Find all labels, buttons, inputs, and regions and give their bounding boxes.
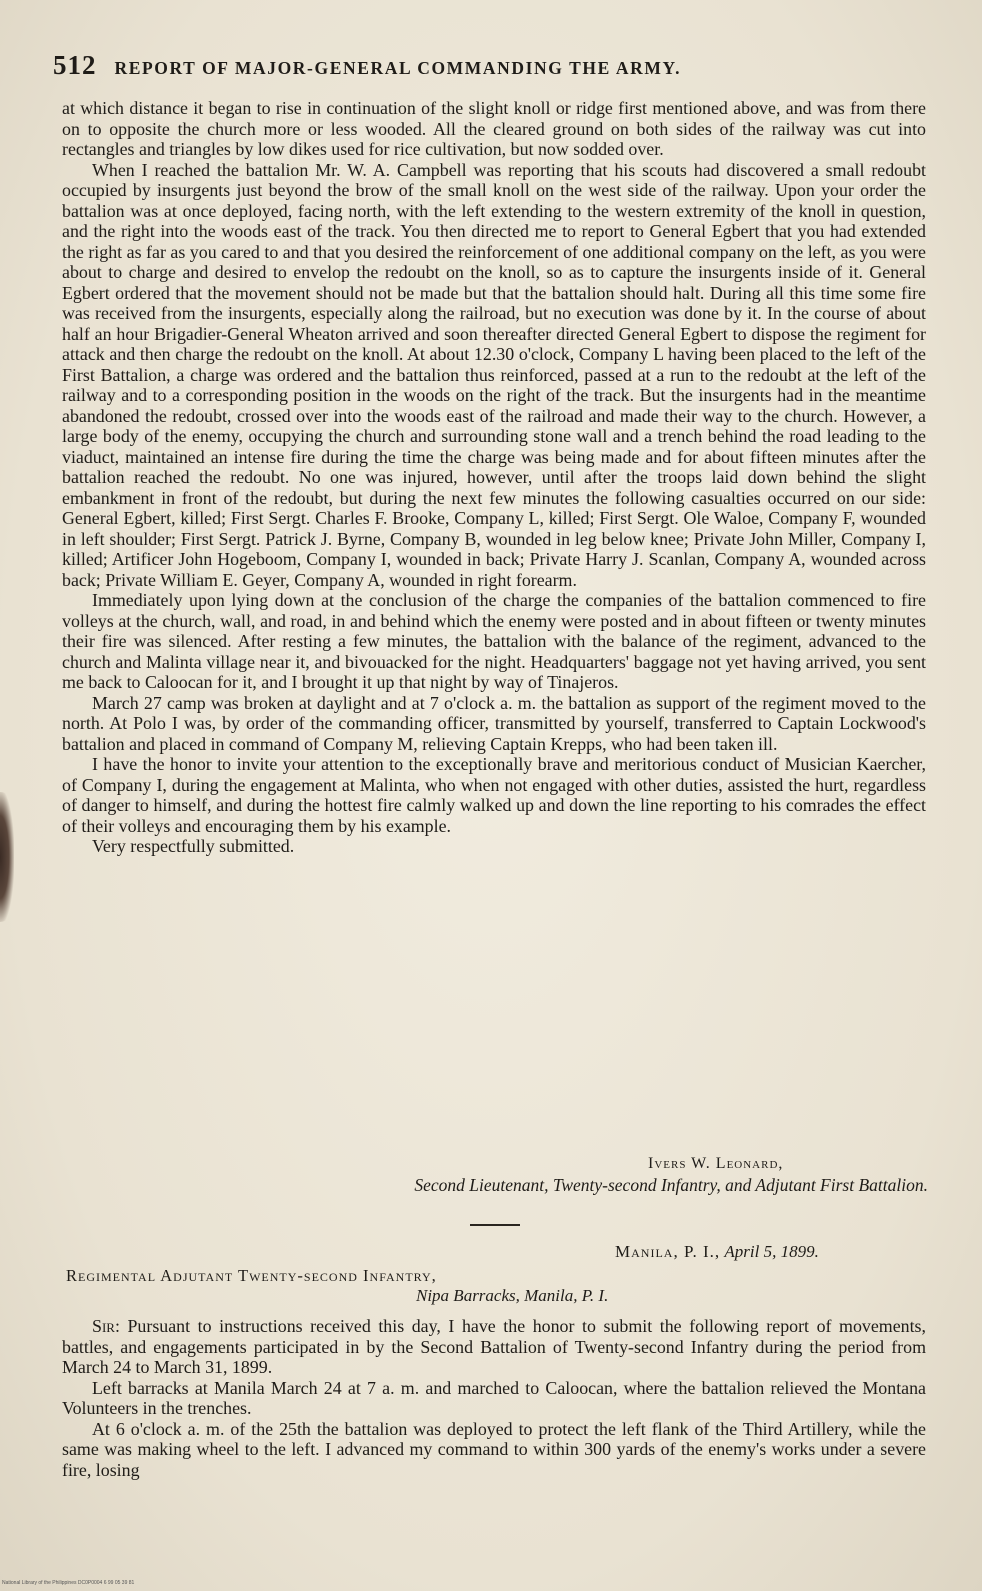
dateline [615,1242,819,1262]
paragraph: at which distance it began to rise in continuation of the slight knoll or ridge first mentioned above, and was from there on to opposite the church more or less wooded. All the cleared ground on both sides of the railway was cut into rectangles and triangles by low dikes used for rice cultivation, but now sodded over. [62,98,926,159]
section-divider [470,1224,520,1226]
paragraph-text: Pursuant to instructions received this day, I have the honor to submit the following report of movements, battles, and engagements participated in by the Second Battalion of Twenty-second Infantry during the period from March 24 to March 31, 1899. [62,1316,926,1377]
report1-body [62,98,926,857]
closing: Very respectfully submitted. [92,836,295,856]
running-head: REPORT OF MAJOR-GENERAL COMMANDING THE ARMY. [114,58,682,78]
signature-title: Second Lieutenant, Twenty-second Infantry, and Adjutant First Battalion. [414,1175,928,1195]
page-header [53,50,933,81]
paragraph: I have the honor to invite your attention to the exceptionally brave and meritorious conduct of Musician Kaercher, of Company I, during the engagement at Malinta, who when not engaged with other duties, assisted the hurt, regardless of danger to himself, and during the hottest fire calmly walked up and down the line reporting to his comrades the effect of their volleys and encouraging them by his example. [62,754,926,836]
dateline-date: April 5, 1899. [724,1242,819,1261]
paragraph: March 27 camp was broken at daylight and at 7 o'clock a. m. the battalion as support of the regiment moved to the north. At Polo I was, by order of the commanding officer, transmitted by yourself, transferred to Captain Lockwood's battalion and placed in command of Company M, relieving Captain Krepps, who had been taken ill. [62,692,926,754]
scanner-thumb-shadow [0,792,14,922]
paragraph: When I reached the battalion Mr. W. A. Campbell was reporting that his scouts had discovered a small redoubt occupied by insurgents just beyond the brow of the small knoll on the west side of the railway. Upon your order the battalion was at once deployed, facing north, with the left extending to the western extremity of the knoll in question, and the right into the woods east of the track. You then directed me to report to General Egbert that you had extended the right as far as you cared to and that you desired the reinforcement of one additional company on the left, as you were about to charge and desired to envelop the redoubt on the knoll, so as to capture the insurgents inside of it. General Egbert ordered that the movement should not be made but that the battalion should halt. During all this time some fire was received from the insurgents, especially along the railroad, but no execution was done by it. In the course of about half an hour Brigadier-General Wheaton arrived and soon thereafter directed General Egbert to dispose the regiment for attack and then charge the redoubt on the knoll. At about 12.30 o'clock, Company L having been placed to the left of the First Battalion, a charge was ordered and the battalion thus reinforced, passed at a run to the redoubt at the left of the railway and to a corresponding position in the woods on the right of the track. But the insurgents had in the meantime abandoned the redoubt, crossed over into the woods east of the railroad and made their way to the church. However, a large body of the enemy, occupying the church and surrounding stone wall and a trench behind the road leading to the viaduct, maintained an intense fire during the time the charge was being made and for about fifteen minutes after the battalion reached the redoubt. No one was injured, however, until after the troops laid down behind the slight embankment in front of the redoubt, but during the next few minutes the following casualties occurred on our side: General Egbert, killed; First Sergt. Charles F. Brooke, Company L, killed; First Sergt. Ole Waloe, Company F, wounded in left shoulder; First Sergt. Patrick J. Byrne, Company B, wounded in leg below knee; Private John Miller, Company I, killed; Artificer John Hogeboom, Company I, wounded in back; Private Harry J. Scanlan, Company A, wounded across back; Private William E. Geyer, Company A, wounded in right forearm. [62,159,926,590]
report2-body [62,1316,926,1480]
dateline-place: Manila, P. I., [615,1242,721,1261]
signature-name: Ivers W. Leonard, [648,1155,784,1172]
page-number: 512 [53,50,97,80]
paragraph: Left barracks at Manila March 24 at 7 a. m. and marched to Caloocan, where the battalion relieved the Montana Volunteers in the trenches. [62,1377,926,1418]
paragraph: Immediately upon lying down at the conclusion of the charge the companies of the battalion commenced to fire volleys at the church, wall, and road, in and behind which the enemy were posted and in about fifteen or twenty minutes their fire was silenced. After resting a few minutes, the battalion with the balance of the regiment, advanced to the church and Malinta village near it, and bivouacked for the night. Headquarters' baggage not yet having arrived, you sent me back to Caloocan for it, and I brought it up that night by way of Tinajeros. [62,590,926,692]
paragraph [62,1316,926,1378]
scan-footer: National Library of the Philippines DC0P0004 6 99 05 39 81 [2,1580,135,1586]
salutation: Sir: [92,1316,120,1336]
addressee: Regimental Adjutant Twenty-second Infantry, [66,1266,437,1285]
addressee-location: Nipa Barracks, Manila, P. I. [416,1286,609,1305]
paragraph: At 6 o'clock a. m. of the 25th the battalion was deployed to protect the left flank of the Third Artillery, while the same was making wheel to the left. I advanced my command to within 300 yards of the enemy's works under a severe fire, losing [62,1418,926,1480]
